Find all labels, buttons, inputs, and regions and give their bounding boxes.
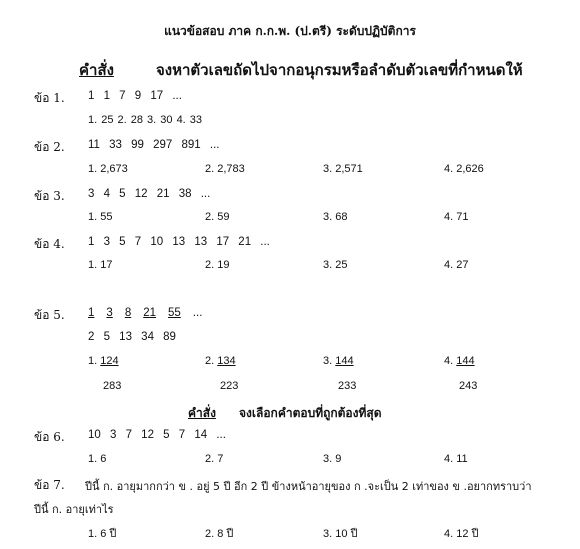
choice-number: 2. bbox=[205, 355, 215, 367]
question-2-sequence: 11 33 99 297 891 ... bbox=[88, 139, 220, 151]
question-7-text-line-2: ปีนี้ ก. อายุเท่าไร bbox=[34, 503, 114, 516]
instruction-text: จงหาตัวเลขถัดไปจากอนุกรมหรือลำดับตัวเลขที่กำหนดให้ bbox=[156, 61, 523, 79]
question-5-choice-1-denominator: 283 bbox=[103, 380, 122, 392]
sequence-term: 21 bbox=[143, 307, 157, 319]
question-7-choice-4[interactable]: 4. 12 ปี bbox=[444, 528, 479, 540]
sequence-term: 55 bbox=[168, 307, 181, 319]
question-4-choice-1[interactable]: 1. 17 bbox=[88, 259, 113, 271]
choice-numerator: 144 bbox=[335, 355, 354, 367]
question-2-choice-3[interactable]: 3. 2,571 bbox=[323, 163, 363, 175]
question-3-choice-4[interactable]: 4. 71 bbox=[444, 211, 469, 223]
question-3-sequence: 3 4 5 12 21 38 ... bbox=[88, 188, 211, 200]
question-7-choice-1[interactable]: 1. 6 ปี bbox=[88, 528, 117, 540]
instruction-2-label: คำสั่ง bbox=[188, 406, 216, 420]
question-7-label: ข้อ 7. bbox=[34, 478, 65, 492]
question-6-choice-1[interactable]: 1. 6 bbox=[88, 453, 107, 465]
question-4-choice-3[interactable]: 3. 25 bbox=[323, 259, 348, 271]
page-title: แนวข้อสอบ ภาค ก.ก.พ. (ป.ตรี) ระดับปฏิบัติการ bbox=[164, 24, 416, 38]
question-5-sequence-bottom: 2 5 13 34 89 bbox=[88, 331, 176, 343]
question-7-choice-3[interactable]: 3. 10 ปี bbox=[323, 528, 358, 540]
question-5-choice-2-denominator: 223 bbox=[220, 380, 239, 392]
question-2-choice-2[interactable]: 2. 2,783 bbox=[205, 163, 245, 175]
choice-numerator: 144 bbox=[456, 355, 475, 367]
choice-number: 1. bbox=[88, 355, 98, 367]
question-5-choice-1[interactable] bbox=[88, 355, 119, 367]
choice-numerator: 124 bbox=[100, 355, 119, 367]
question-6-sequence: 10 3 7 12 5 7 14 ... bbox=[88, 429, 226, 441]
question-1-sequence: 1 1 7 9 17 ... bbox=[88, 90, 182, 102]
choice-number: 4. bbox=[444, 355, 454, 367]
question-6-choice-3[interactable]: 3. 9 bbox=[323, 453, 342, 465]
choice-numerator: 134 bbox=[217, 355, 236, 367]
question-1-choices[interactable]: 1. 25 2. 28 3. 30 4. 33 bbox=[88, 114, 203, 126]
question-3-choice-1[interactable]: 1. 55 bbox=[88, 211, 113, 223]
question-2-choice-1[interactable]: 1. 2,673 bbox=[88, 163, 128, 175]
question-7-choice-2[interactable]: 2. 8 ปี bbox=[205, 528, 234, 540]
question-4-sequence: 1 3 5 7 10 13 13 17 21 ... bbox=[88, 236, 270, 248]
question-7-text-line-1: ปีนี้ ก. อายุมากกว่า ข . อยู่ 5 ปี อีก 2 ปี ข้างหน้าอายุของ ก .จะเป็น 2 เท่าของ ข .อยากทราบว่า bbox=[85, 480, 532, 493]
question-2-choice-4[interactable]: 4. 2,626 bbox=[444, 163, 484, 175]
choice-number: 3. bbox=[323, 355, 333, 367]
question-3-choice-3[interactable]: 3. 68 bbox=[323, 211, 348, 223]
sequence-ellipsis: ... bbox=[192, 307, 203, 319]
question-6-label: ข้อ 6. bbox=[34, 430, 65, 444]
question-5-choice-4[interactable] bbox=[444, 355, 475, 367]
question-5-choice-4-denominator: 243 bbox=[459, 380, 478, 392]
question-4-choice-4[interactable]: 4. 27 bbox=[444, 259, 469, 271]
question-4-label: ข้อ 4. bbox=[34, 237, 65, 251]
question-3-choice-2[interactable]: 2. 59 bbox=[205, 211, 230, 223]
question-5-label: ข้อ 5. bbox=[34, 308, 65, 322]
sequence-term: 1 bbox=[88, 307, 95, 319]
question-3-label: ข้อ 3. bbox=[34, 189, 65, 203]
instruction-2-text: จงเลือกคำตอบที่ถูกต้องที่สุด bbox=[239, 406, 382, 420]
instruction-label: คำสั่ง bbox=[79, 61, 114, 79]
question-6-choice-4[interactable]: 4. 11 bbox=[444, 453, 468, 465]
question-5-sequence-top bbox=[88, 307, 202, 319]
question-5-choice-3-denominator: 233 bbox=[338, 380, 357, 392]
question-4-choice-2[interactable]: 2. 19 bbox=[205, 259, 230, 271]
question-2-label: ข้อ 2. bbox=[34, 140, 65, 154]
sequence-term: 8 bbox=[124, 307, 132, 319]
question-6-choice-2[interactable]: 2. 7 bbox=[205, 453, 224, 465]
question-5-choice-3[interactable] bbox=[323, 355, 354, 367]
sequence-term: 3 bbox=[106, 307, 113, 319]
question-1-label: ข้อ 1. bbox=[34, 91, 65, 105]
question-5-choice-2[interactable] bbox=[205, 355, 236, 367]
